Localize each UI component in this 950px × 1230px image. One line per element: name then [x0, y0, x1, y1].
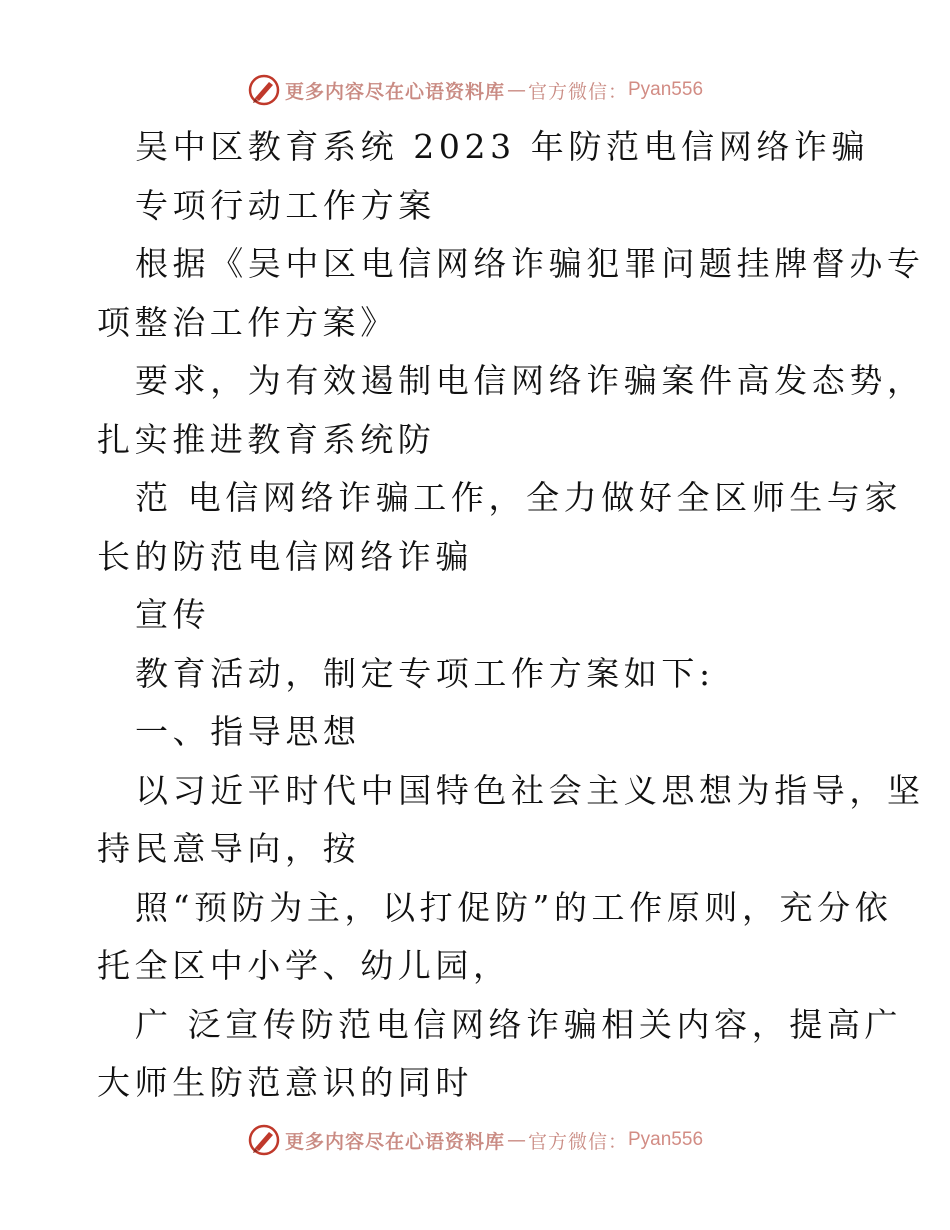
- watermark-text: 更多内容尽在心语资料库: [284, 1130, 505, 1153]
- document-body: [97, 118, 925, 1113]
- document-line: 大师生防范意识的同时: [97, 1063, 473, 1102]
- footer-watermark: [0, 1122, 950, 1158]
- document-line: 专项行动工作方案: [135, 185, 436, 225]
- watermark-wechat-id: Pyan556: [628, 79, 704, 100]
- document-line: 根据《吴中区电信网络诈骗犯罪问题挂牌督办专: [135, 244, 925, 283]
- document-line: 托全区中小学、幼儿园，: [97, 946, 511, 985]
- watermark-separator: —: [506, 79, 526, 101]
- watermark-text: 更多内容尽在心语资料库: [284, 80, 505, 103]
- document-line: 持民意导向，按: [97, 829, 361, 868]
- watermark-official-label: 官方微信：: [527, 80, 628, 103]
- document-line: 范 电信网络诈骗工作，全力做好全区师生与家: [135, 478, 903, 517]
- pen-logo-icon: [247, 1123, 281, 1157]
- watermark-official-label: 官方微信：: [527, 1130, 628, 1153]
- watermark-wechat-id: Pyan556: [628, 1129, 704, 1150]
- document-line: 照“预防为主，以打促防”的工作原则，充分依: [135, 887, 893, 927]
- header-watermark: [0, 72, 950, 108]
- document-line: 项整治工作方案》: [97, 302, 398, 342]
- document-line: 扎实推进教育系统防: [97, 419, 436, 459]
- document-line: 广 泛宣传防范电信网络诈骗相关内容，提高广: [135, 1004, 903, 1044]
- document-line: 宣传: [135, 595, 211, 634]
- document-line: 以习近平时代中国特色社会主义思想为指导，坚: [135, 770, 925, 810]
- document-line: 吴中区教育系统 2023 年防范电信网络诈骗: [135, 127, 870, 166]
- document-line: 教育活动，制定专项工作方案如下:: [135, 653, 715, 693]
- document-line: 要求，为有效遏制电信网络诈骗案件高发态势，: [135, 361, 925, 400]
- watermark-separator: —: [506, 1129, 526, 1151]
- document-line: 长的防范电信网络诈骗: [97, 536, 473, 576]
- pen-logo-icon: [247, 73, 281, 107]
- document-line: 一、指导思想: [135, 712, 361, 751]
